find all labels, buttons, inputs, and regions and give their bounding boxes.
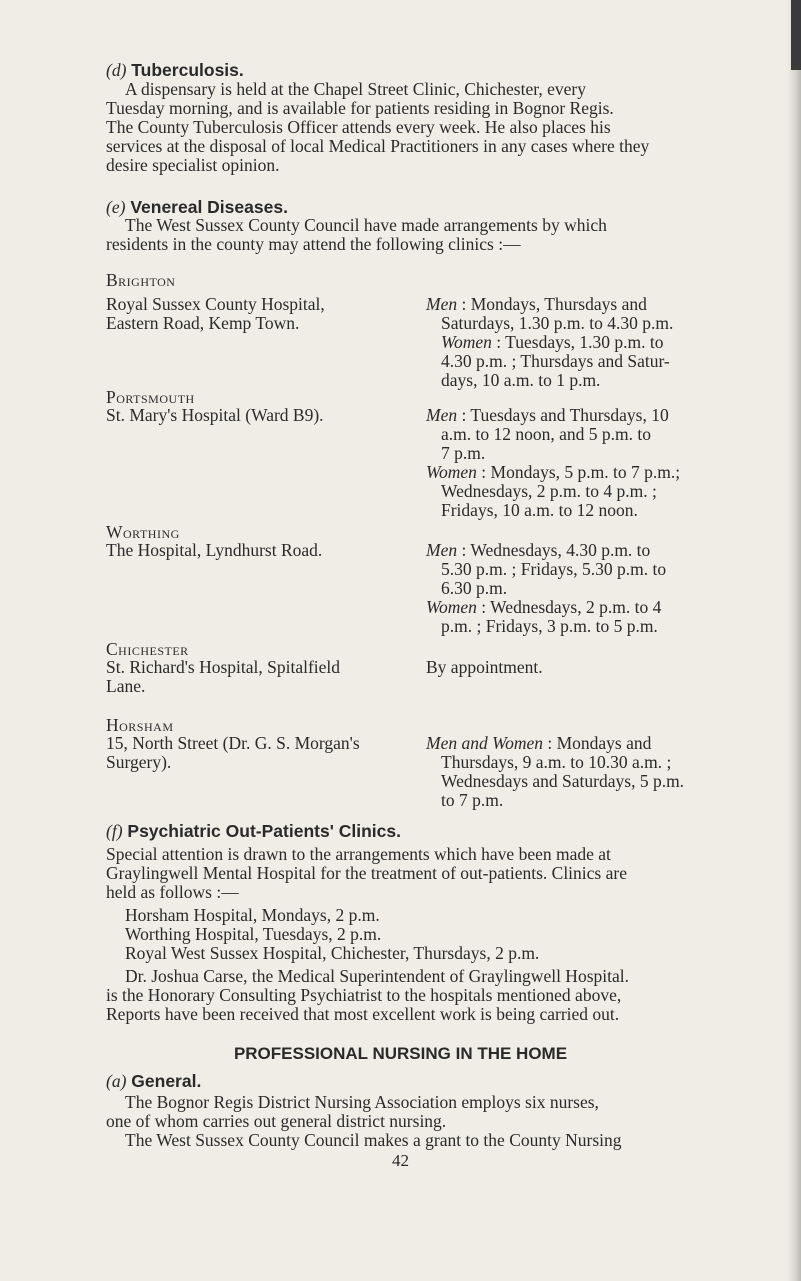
clinic-times-line: 7 p.m. — [441, 443, 486, 463]
times-label: Women — [426, 597, 477, 617]
page-edge-shadow — [787, 0, 801, 1281]
venereal-letter: (e) — [106, 197, 126, 217]
clinic-address: Royal Sussex County Hospital, — [106, 294, 325, 314]
clinic-times-line — [426, 541, 650, 560]
clinic-address: St. Mary's Hospital (Ward B9). — [106, 405, 324, 425]
clinic-times-line: By appointment. — [426, 657, 543, 677]
nursing-letter: (a) — [106, 1071, 127, 1091]
tuberculosis-letter: (d) — [106, 60, 127, 80]
times-label: Men — [426, 540, 458, 560]
psychiatric-heading — [106, 821, 401, 842]
clinic-times-line: p.m. ; Fridays, 3 p.m. to 5 p.m. — [441, 616, 658, 636]
clinic-times-line — [441, 333, 664, 352]
clinic-times-line: to 7 p.m. — [441, 790, 504, 810]
psychiatric-line: held as follows :— — [106, 882, 239, 902]
clinic-place-horsham: Horsham — [106, 715, 174, 735]
clinic-place-worthing: Worthing — [106, 522, 180, 542]
tuberculosis-line: desire specialist opinion. — [106, 155, 280, 175]
tuberculosis-line: A dispensary is held at the Chapel Street Clinic, Chichester, every — [125, 79, 586, 99]
psychiatric-list-item: Worthing Hospital, Tuesdays, 2 p.m. — [125, 924, 382, 944]
nursing-line: one of whom carries out general district nursing. — [106, 1111, 447, 1131]
clinic-address: 15, North Street (Dr. G. S. Morgan's — [106, 733, 360, 753]
clinic-times-line: 6.30 p.m. — [441, 578, 508, 598]
tuberculosis-heading — [106, 60, 244, 81]
clinic-times-line: Wednesdays and Saturdays, 5 p.m. — [441, 771, 685, 791]
times-text: : Tuesdays and Thursdays, 10 — [461, 405, 669, 425]
clinic-address: The Hospital, Lyndhurst Road. — [106, 540, 323, 560]
clinic-place-chichester: Chichester — [106, 639, 189, 659]
clinic-times-line: Saturdays, 1.30 p.m. to 4.30 p.m. — [441, 313, 674, 333]
clinic-place-portsmouth: Portsmouth — [106, 387, 195, 407]
clinic-times-line — [426, 463, 680, 482]
times-text: : Tuesdays, 1.30 p.m. to — [496, 332, 664, 352]
clinic-times-line: 5.30 p.m. ; Fridays, 5.30 p.m. to — [441, 559, 667, 579]
nursing-line: The West Sussex County Council makes a grant to the County Nursing — [125, 1130, 622, 1150]
psychiatric-line: is the Honorary Consulting Psychiatrist to the hospitals mentioned above, — [106, 985, 622, 1005]
tuberculosis-line: Tuesday morning, and is available for patients residing in Bognor Regis. — [106, 98, 614, 118]
times-label: Women — [426, 462, 477, 482]
times-text: : Mondays and — [547, 733, 652, 753]
tuberculosis-title: Tuberculosis. — [131, 60, 244, 80]
tuberculosis-line: The County Tuberculosis Officer attends every week. He also places his — [106, 117, 611, 137]
clinic-address: Surgery). — [106, 752, 172, 772]
psychiatric-title: Psychiatric Out-Patients' Clinics. — [127, 821, 401, 841]
times-label: Men — [426, 294, 458, 314]
psychiatric-line: Reports have been received that most excellent work is being carried out. — [106, 1004, 620, 1024]
psychiatric-letter: (f) — [106, 821, 123, 841]
psychiatric-list-item: Horsham Hospital, Mondays, 2 p.m. — [125, 905, 380, 925]
times-text: : Mondays, Thursdays and — [461, 294, 647, 314]
venereal-title: Venereal Diseases. — [130, 197, 288, 217]
clinic-times-line — [426, 598, 661, 617]
tuberculosis-line: services at the disposal of local Medical Practitioners in any cases where they — [106, 136, 650, 156]
clinic-times-line: Fridays, 10 a.m. to 12 noon. — [441, 500, 638, 520]
psychiatric-list-item: Royal West Sussex Hospital, Chichester, Thursdays, 2 p.m. — [125, 943, 540, 963]
clinic-times-line: days, 10 a.m. to 1 p.m. — [441, 370, 601, 390]
times-label: Men and Women — [426, 733, 543, 753]
clinic-times-line: Thursdays, 9 a.m. to 10.30 a.m. ; — [441, 752, 672, 772]
page-corner-mark — [791, 0, 801, 70]
venereal-line: The West Sussex County Council have made arrangements by which — [125, 215, 607, 235]
clinic-times-line — [426, 406, 669, 425]
clinic-times-line: Wednesdays, 2 p.m. to 4 p.m. ; — [441, 481, 657, 501]
clinic-times-line — [426, 734, 651, 753]
clinic-address: Eastern Road, Kemp Town. — [106, 313, 300, 333]
nursing-section-title: PROFESSIONAL NURSING IN THE HOME — [233, 1044, 568, 1063]
psychiatric-line: Graylingwell Mental Hospital for the treatment of out-patients. Clinics are — [106, 863, 627, 883]
times-label: Men — [426, 405, 458, 425]
psychiatric-line: Special attention is drawn to the arrangements which have been made at — [106, 844, 611, 864]
psychiatric-line: Dr. Joshua Carse, the Medical Superintendent of Graylingwell Hospital. — [125, 966, 629, 986]
times-text: : Wednesdays, 2 p.m. to 4 — [481, 597, 662, 617]
times-text: : Mondays, 5 p.m. to 7 p.m.; — [481, 462, 681, 482]
times-text: : Wednesdays, 4.30 p.m. to — [461, 540, 651, 560]
times-label: Women — [441, 332, 492, 352]
clinic-address: St. Richard's Hospital, Spitalfield — [106, 657, 341, 677]
clinic-times-line — [426, 295, 647, 314]
clinic-times-line: 4.30 p.m. ; Thursdays and Satur- — [441, 351, 670, 371]
page-number: 42 — [392, 1151, 409, 1170]
nursing-line: The Bognor Regis District Nursing Association employs six nurses, — [125, 1092, 599, 1112]
venereal-line: residents in the county may attend the following clinics :— — [106, 234, 521, 254]
clinic-times-line: a.m. to 12 noon, and 5 p.m. to — [441, 424, 651, 444]
clinic-address: Lane. — [106, 676, 146, 696]
nursing-general-heading — [106, 1071, 201, 1092]
clinic-place-brighton: Brighton — [106, 270, 176, 290]
nursing-general-title: General. — [131, 1071, 202, 1091]
